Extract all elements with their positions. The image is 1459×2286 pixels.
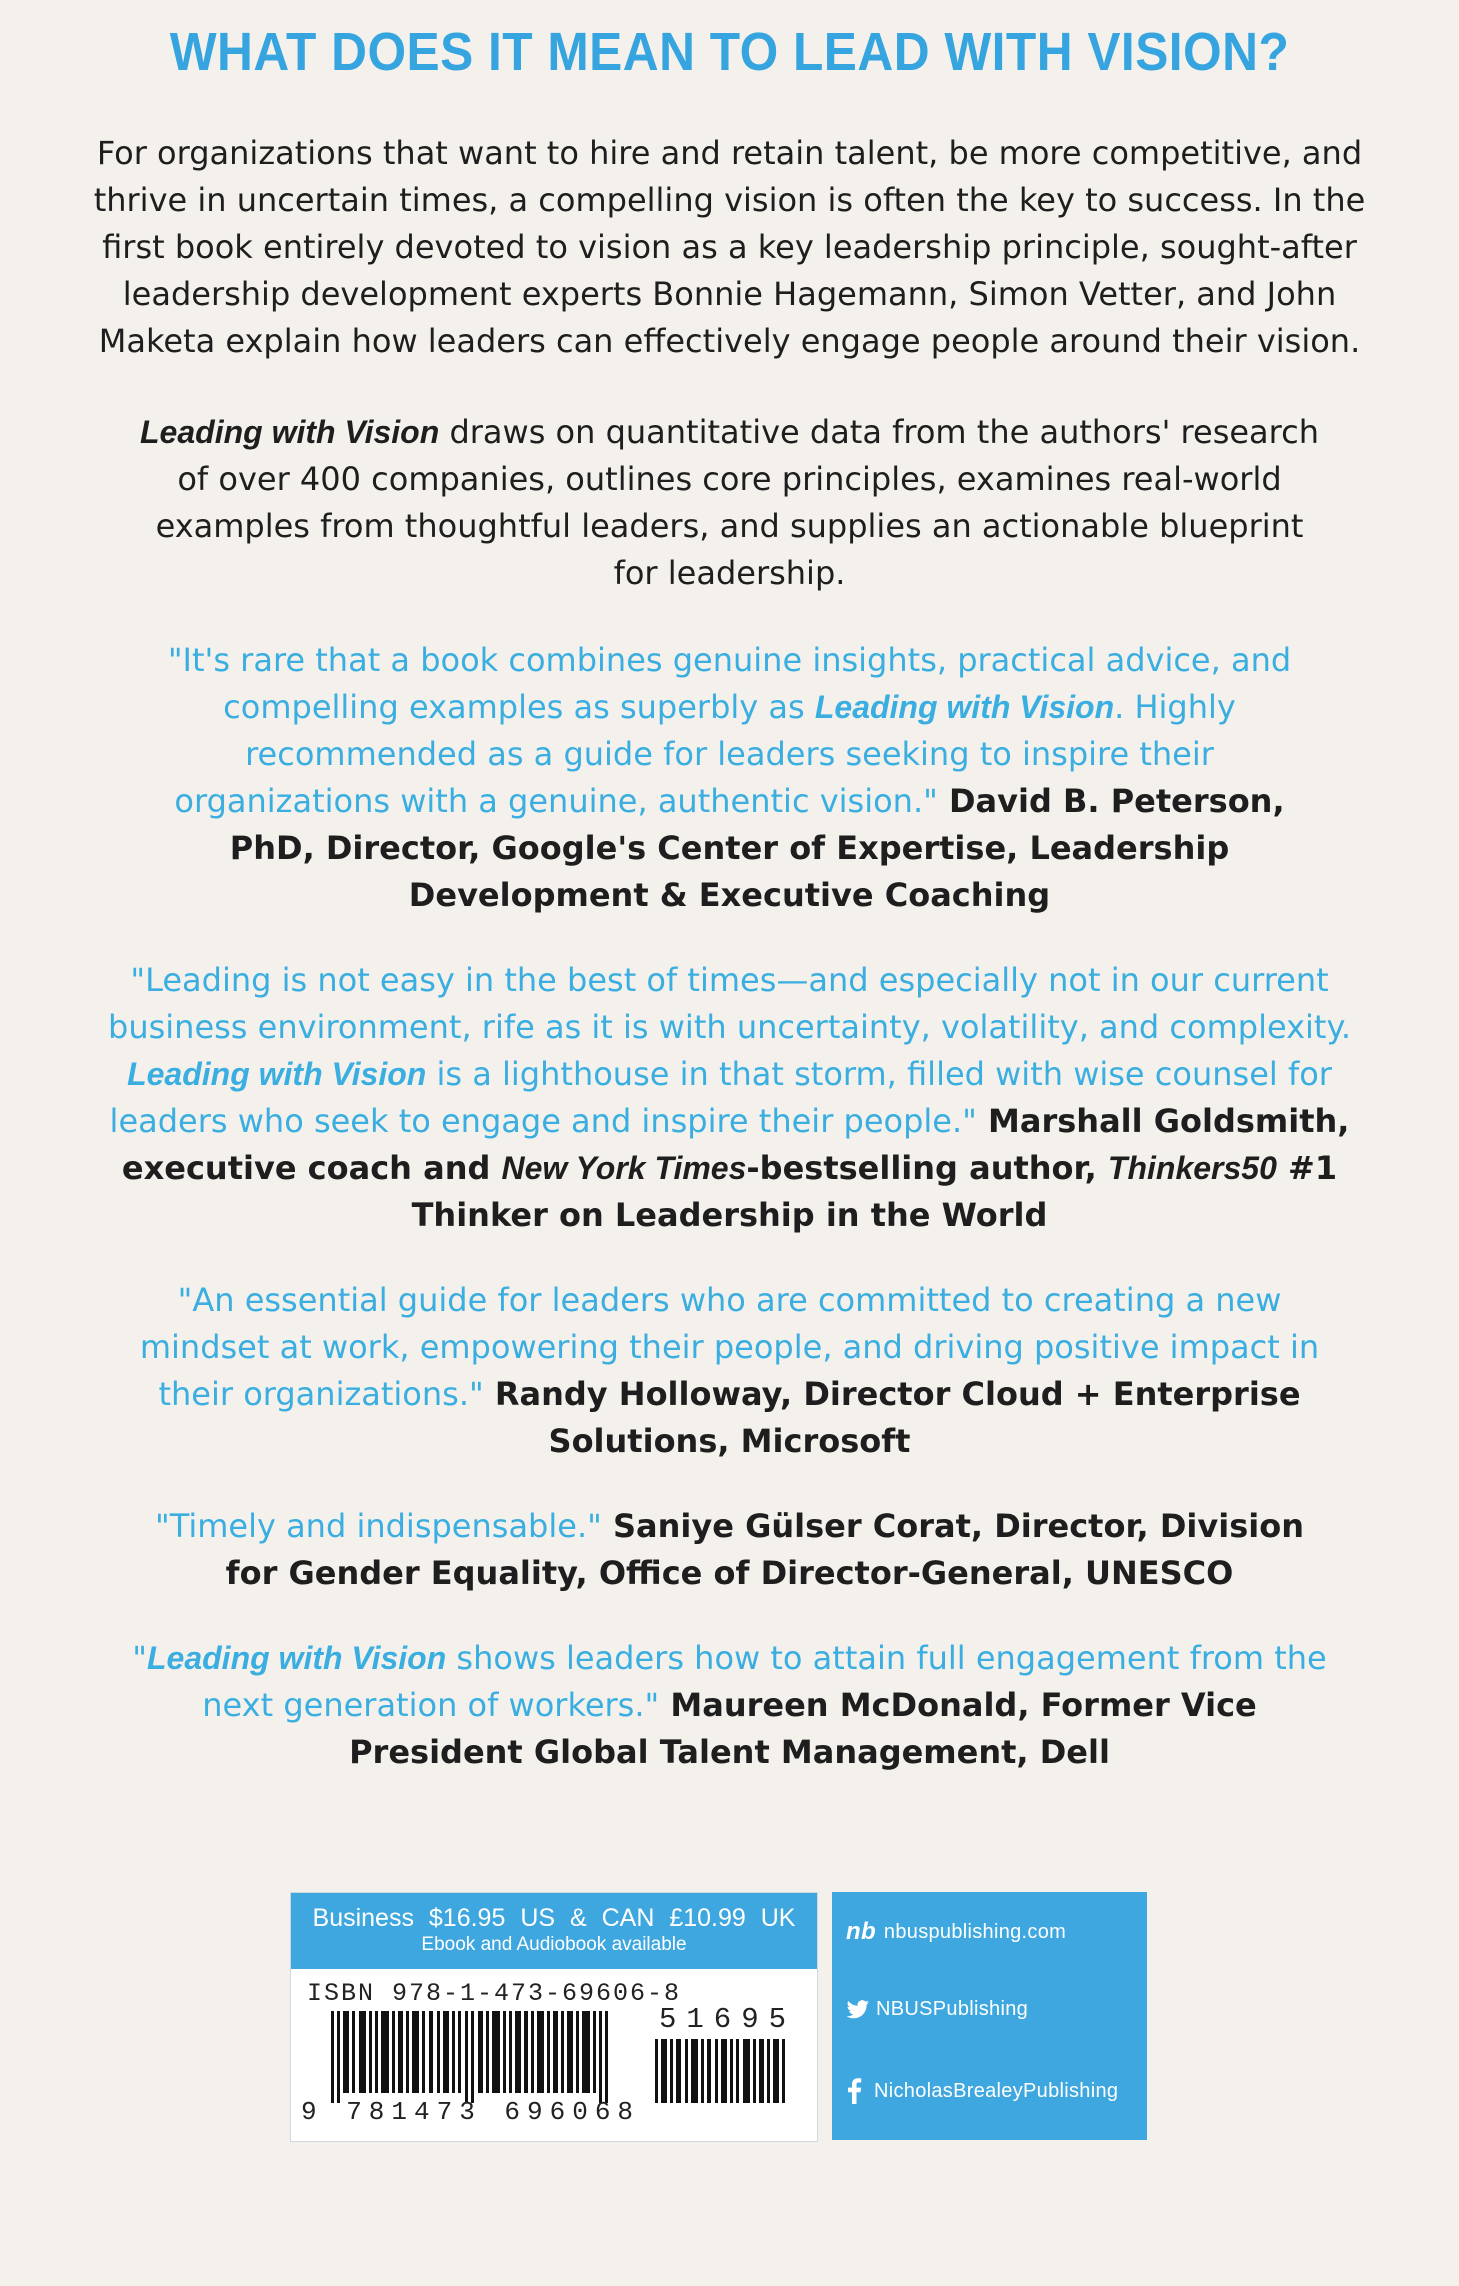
facebook-icon [846, 2078, 862, 2104]
quote-5-pre: " [132, 1639, 147, 1677]
quote-5-post: shows leaders how to attain full engagement from the next generation of workers." [202, 1639, 1327, 1724]
social-box [832, 1892, 1147, 2140]
quote-5-title: Leading with Vision [146, 1640, 447, 1676]
price-band [291, 1893, 817, 1969]
endorsement-quote-5 [74, 1635, 1385, 1776]
endorsement-quote-3 [74, 1277, 1385, 1465]
twitter-row[interactable] [846, 1998, 1028, 2021]
twitter-handle[interactable]: NBUSPublishing [876, 1998, 1029, 2020]
quote-3-text: "An essential guide for leaders who are committed to creating a new mindset at work, empowering their people, and driving positive impact in their organizations." [139, 1281, 1320, 1413]
isbn-label: ISBN 978-1-473-69606-8 [307, 1979, 682, 2008]
quote-4-attribution: Saniye Gülser Corat, Director, Division for Gender Equality, Office of Director-General, UNESCO [225, 1507, 1304, 1592]
endorsement-quote-2 [74, 957, 1385, 1239]
quote-2-attribution-nyt: New York Times [501, 1150, 747, 1186]
quote-5-attribution: Maureen McDonald, Former Vice President Global Talent Management, Dell [349, 1686, 1257, 1771]
quote-4-text: "Timely and indispensable." [155, 1507, 602, 1545]
book-title-emphasis: Leading with Vision [140, 414, 440, 450]
availability-line: Ebook and Audiobook available [421, 1934, 687, 1955]
quote-2-title: Leading with Vision [127, 1056, 427, 1092]
supplement-barcode-icon [655, 2039, 795, 2103]
quote-2-post: is a lighthouse in that storm, filled with wise counsel for leaders who seek to engage and inspire their people." [109, 1055, 1332, 1140]
publisher-logo-icon: nb [846, 1918, 876, 1945]
description-paragraph [74, 409, 1385, 597]
website-link[interactable]: nbuspublishing.com [883, 1920, 1067, 1943]
twitter-icon [846, 2000, 870, 2020]
barcode-icon [331, 2011, 631, 2103]
description-text: draws on quantitative data from the authors' research of over 400 companies, outlines core principles, examines real-world examples from thoughtful leaders, and supplies an actionable blueprint for leadership. [155, 413, 1319, 592]
barcode-box [290, 1892, 818, 2142]
quote-1-pre: "It's rare that a book combines genuine insights, practical advice, and compelling examples as superbly as [167, 641, 1292, 726]
quote-1-post: . Highly recommended as a guide for leaders seeking to inspire their organizations with a genuine, authentic vision." [174, 688, 1236, 820]
quote-1-title: Leading with Vision [814, 689, 1115, 725]
price-line: Business $16.95 US & CAN £10.99 UK [312, 1904, 796, 1932]
intro-paragraph: For organizations that want to hire and retain talent, be more competitive, and thrive in uncertain times, a compelling vision is often the key to success. In the first book entirely devoted to vision as a key leadership principle, sought-after leadership development experts Bonnie Hagemann, Simon Vetter, and John Maketa explain how leaders can effectively engage people around their vision. [93, 134, 1366, 360]
quote-2-attribution-e: #1 Thinker on Leadership in the World [411, 1149, 1338, 1234]
quote-2-attribution-thinkers: Thinkers50 [1107, 1150, 1277, 1186]
barcode-digits: 9 781473 696068 [301, 2097, 641, 2127]
supplement-code: 51695 [659, 2003, 797, 2036]
quote-1-attribution: David B. Peterson, PhD, Director, Google's Center of Expertise, Leadership Development & Executive Coaching [229, 782, 1285, 914]
website-row[interactable] [846, 1918, 1066, 1946]
facebook-row[interactable] [846, 2078, 1118, 2104]
quote-2-pre: "Leading is not easy in the best of times—and especially not in our current business environment, rife as it is with uncertainty, volatility, and complexity. [108, 961, 1351, 1046]
quote-2-attribution-a: Marshall Goldsmith, executive coach and [121, 1102, 1350, 1187]
quote-3-attribution: Randy Holloway, Director Cloud + Enterprise Solutions, Microsoft [483, 1375, 1301, 1460]
headline: WHAT DOES IT MEAN TO LEAD WITH VISION? [169, 22, 1290, 82]
endorsement-quote-1 [74, 637, 1385, 919]
quote-2-attribution-c: -bestselling author, [746, 1149, 1108, 1187]
facebook-page[interactable]: NicholasBrealeyPublishing [874, 2079, 1119, 2102]
endorsement-quote-4 [74, 1503, 1385, 1597]
